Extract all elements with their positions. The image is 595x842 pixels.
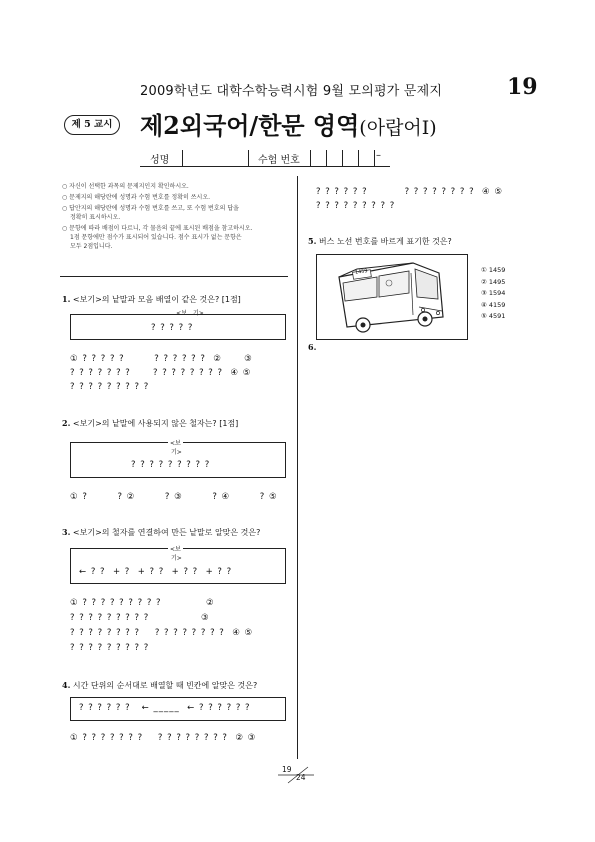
instructions-rule bbox=[60, 276, 288, 277]
footer-total: 24 bbox=[296, 773, 306, 782]
q2-options[interactable]: ① ? ? ② ? ③ ? ④ ? ⑤ bbox=[70, 492, 278, 502]
q3-bogi-label-2: 기> bbox=[171, 555, 182, 562]
q1-options-line-3[interactable]: ? ? ? ? ? ? ? ? ? bbox=[70, 382, 150, 392]
question-5 bbox=[308, 236, 548, 247]
q4-options[interactable]: ① ? ? ? ? ? ? ? ? ? ? ? ? ? ? ? ② ③ bbox=[70, 733, 257, 743]
instruction-1: ○ 자신이 선택한 과목의 문제지인지 확인하시오. bbox=[62, 183, 189, 190]
q3-options-line-1[interactable]: ① ? ? ? ? ? ? ? ? ? ② bbox=[70, 598, 215, 608]
page-number: 19 bbox=[507, 74, 538, 100]
id-row bbox=[140, 150, 390, 167]
q2-bogi-content: ? ? ? ? ? ? ? ? ? bbox=[131, 460, 211, 470]
q4-cont-line-1[interactable]: ? ? ? ? ? ? ? ? ? ? ? ? ? ? ④ ⑤ bbox=[316, 187, 503, 197]
question-3-number: 3. bbox=[62, 527, 71, 537]
footer-page-indicator bbox=[278, 765, 318, 785]
footer-page: 19 bbox=[282, 765, 292, 774]
instruction-4c: 모두 2점입니다. bbox=[70, 243, 113, 250]
question-5-number: 5. bbox=[308, 236, 317, 246]
exam-title: 2009학년도 대학수학능력시험 9월 모의평가 문제지 bbox=[140, 84, 443, 99]
q1-bogi-box bbox=[70, 314, 286, 340]
instruction-4b: 1점 문항에만 점수가 표시되어 있습니다. 점수 표시가 없는 문항은 bbox=[70, 234, 242, 241]
q3-options-line-4[interactable]: ? ? ? ? ? ? ? ? ? bbox=[70, 643, 150, 653]
subject-sub: (아랍어Ⅰ) bbox=[359, 117, 437, 139]
q5-option-5[interactable]: ⑤ 4591 bbox=[481, 312, 506, 320]
bus-sign-number: 1459 bbox=[354, 268, 369, 276]
exam-number-dash: – bbox=[376, 150, 381, 161]
q3-bogi-content: ← ? ? + ? + ? ? + ? ? + ? ? bbox=[79, 567, 233, 577]
footer-slash bbox=[278, 765, 318, 785]
instruction-3: ○ 답안지의 해당란에 성명과 수험 번호를 쓰고, 또 수험 번호의 답을 bbox=[62, 205, 239, 212]
question-6-number: 6. bbox=[308, 342, 317, 352]
instruction-4: ○ 문항에 따라 배점이 다르니, 각 물음의 끝에 표시된 배점을 참고하시오. bbox=[62, 225, 253, 232]
q3-options-line-3[interactable]: ? ? ? ? ? ? ? ? ? ? ? ? ? ? ? ? ④ ⑤ bbox=[70, 628, 254, 638]
instructions bbox=[62, 182, 290, 251]
q5-option-1[interactable]: ① 1459 bbox=[481, 266, 506, 274]
question-2-text: <보기>의 낱말에 사용되지 않은 철자는? [1점] bbox=[72, 419, 239, 428]
q1-options-line-2[interactable]: ? ? ? ? ? ? ? ? ? ? ? ? ? ? ? ④ ⑤ bbox=[70, 368, 252, 378]
question-4 bbox=[62, 680, 292, 691]
question-3 bbox=[62, 527, 292, 538]
q3-bogi-label-1: <보 bbox=[170, 546, 181, 553]
question-4-text: 시간 단위의 순서대로 배열할 때 빈칸에 알맞은 것은? bbox=[72, 681, 258, 690]
q4-sequence-content: ? ? ? ? ? ? ← _____ ← ? ? ? ? ? ? bbox=[79, 703, 251, 713]
q5-option-3[interactable]: ③ 1594 bbox=[481, 289, 506, 297]
instruction-3b: 정확히 표시하시오. bbox=[70, 214, 121, 221]
question-1-text: <보기>의 낱말과 모음 배열이 같은 것은? [1점] bbox=[72, 295, 241, 304]
q1-bogi-content: ? ? ? ? ? bbox=[151, 323, 194, 333]
column-divider bbox=[297, 176, 298, 759]
q1-bogi-label: <보 기> bbox=[176, 310, 204, 317]
q5-options bbox=[481, 265, 505, 323]
q3-bogi-box bbox=[70, 548, 286, 584]
q5-option-4[interactable]: ④ 4159 bbox=[481, 300, 506, 309]
name-label: 성명 bbox=[150, 155, 170, 166]
q4-sequence-box bbox=[70, 697, 286, 721]
question-1-number: 1. bbox=[62, 294, 71, 304]
subject-title bbox=[140, 106, 437, 141]
exam-number-field[interactable] bbox=[310, 150, 375, 166]
exam-number-label: 수험 번호 bbox=[258, 155, 300, 166]
q2-bogi-label-1: <보 bbox=[170, 440, 181, 447]
question-1 bbox=[62, 294, 292, 305]
subject-main: 제2외국어/한문 영역 bbox=[140, 111, 360, 140]
question-3-text: <보기>의 철자를 연결하여 만든 낱말로 알맞은 것은? bbox=[72, 528, 261, 537]
q5-option-2[interactable]: ② 1495 bbox=[481, 277, 506, 286]
q4-cont-line-2[interactable]: ? ? ? ? ? ? ? ? ? bbox=[316, 201, 396, 211]
question-2 bbox=[62, 418, 292, 429]
q2-bogi-box bbox=[70, 442, 286, 478]
q5-bus-image-frame bbox=[316, 254, 468, 340]
name-field[interactable] bbox=[182, 150, 249, 166]
question-4-number: 4. bbox=[62, 680, 71, 690]
q3-options-line-2[interactable]: ? ? ? ? ? ? ? ? ? ③ bbox=[70, 613, 210, 623]
bus-illustration bbox=[317, 255, 467, 339]
q1-options-line-1[interactable]: ① ? ? ? ? ? ? ? ? ? ? ? ② ③ bbox=[70, 354, 253, 364]
question-5-text: 버스 노선 번호를 바르게 표기한 것은? bbox=[318, 237, 452, 246]
question-2-number: 2. bbox=[62, 418, 71, 428]
period-badge: 제 5 교시 bbox=[64, 115, 120, 135]
q2-bogi-label-2: 기> bbox=[171, 449, 182, 456]
instruction-2: ○ 문제지의 해당란에 성명과 수험 번호를 정확히 쓰시오. bbox=[62, 194, 211, 201]
